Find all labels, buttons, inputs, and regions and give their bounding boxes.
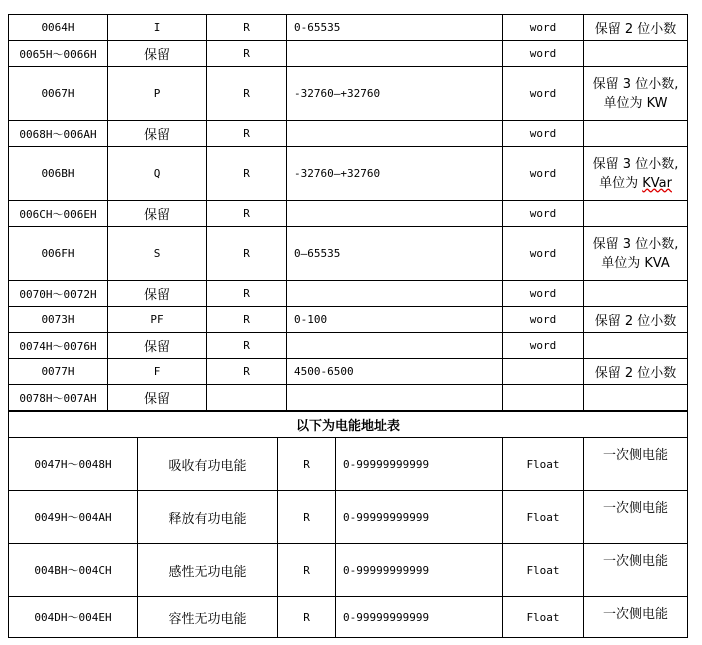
type-cell: word: [503, 147, 584, 201]
type-cell: word: [503, 41, 584, 67]
name-cell: Q: [108, 147, 207, 201]
table-row: [9, 359, 688, 385]
range-cell: -32760—+32760: [287, 67, 503, 121]
type-cell: word: [503, 281, 584, 307]
access-cell: R: [207, 41, 287, 67]
type-cell: Float: [503, 597, 584, 638]
table-row: [9, 385, 688, 411]
range-cell: [287, 281, 503, 307]
range-cell: [287, 41, 503, 67]
note-prefix: 单位为: [599, 175, 643, 191]
energy-table: [8, 411, 688, 638]
type-cell: word: [503, 15, 584, 41]
access-cell: R: [207, 67, 287, 121]
address-cell: 0067H: [9, 67, 108, 121]
name-cell: 保留: [108, 41, 207, 67]
address-cell: 0073H: [9, 307, 108, 333]
note-cell: [584, 385, 688, 411]
name-cell: 保留: [108, 385, 207, 411]
address-cell: 0078H～007AH: [9, 385, 108, 411]
type-cell: Float: [503, 544, 584, 597]
type-cell: word: [503, 201, 584, 227]
note-cell: 保留 2 位小数: [584, 307, 688, 333]
type-cell: word: [503, 67, 584, 121]
name-cell: PF: [108, 307, 207, 333]
range-cell: [287, 333, 503, 359]
note-cell: [584, 121, 688, 147]
address-cell: 0074H～0076H: [9, 333, 108, 359]
note-cell: 一次侧电能: [584, 597, 688, 638]
range-cell: 0-99999999999: [336, 438, 503, 491]
address-cell: 004DH～004EH: [9, 597, 138, 638]
address-cell: 0049H～004AH: [9, 491, 138, 544]
note-cell: [584, 227, 688, 281]
address-cell: 0047H～0048H: [9, 438, 138, 491]
address-cell: 006BH: [9, 147, 108, 201]
address-cell: 0064H: [9, 15, 108, 41]
range-cell: -32760—+32760: [287, 147, 503, 201]
range-cell: 0-99999999999: [336, 544, 503, 597]
table-row: [9, 438, 688, 491]
range-cell: 4500-6500: [287, 359, 503, 385]
type-cell: word: [503, 333, 584, 359]
type-cell: Float: [503, 438, 584, 491]
type-cell: Float: [503, 491, 584, 544]
note-cell: [584, 67, 688, 121]
note-cell: 一次侧电能: [584, 491, 688, 544]
name-cell: 感性无功电能: [138, 544, 278, 597]
address-cell: 0070H～0072H: [9, 281, 108, 307]
table-row: [9, 544, 688, 597]
range-cell: [287, 201, 503, 227]
table-row: [9, 307, 688, 333]
address-cell: 004BH～004CH: [9, 544, 138, 597]
name-cell: F: [108, 359, 207, 385]
range-cell: 0-100: [287, 307, 503, 333]
register-table: [8, 14, 688, 411]
note-cell: 一次侧电能: [584, 544, 688, 597]
note-line: [587, 174, 684, 193]
type-cell: word: [503, 121, 584, 147]
note-cell: [584, 147, 688, 201]
table-row: [9, 281, 688, 307]
range-cell: 0-65535: [287, 15, 503, 41]
note-line: 保留 3 位小数,: [592, 156, 679, 172]
table-row: [9, 597, 688, 638]
range-cell: 0-99999999999: [336, 491, 503, 544]
name-cell: I: [108, 15, 207, 41]
table-row: [9, 41, 688, 67]
range-cell: [287, 385, 503, 411]
table-row: [9, 201, 688, 227]
table-row: [9, 147, 688, 201]
address-cell: 0068H～006AH: [9, 121, 108, 147]
type-cell: word: [503, 307, 584, 333]
range-cell: 0-99999999999: [336, 597, 503, 638]
note-cell: [584, 201, 688, 227]
type-cell: [503, 385, 584, 411]
address-cell: 0077H: [9, 359, 108, 385]
access-cell: R: [207, 121, 287, 147]
access-cell: R: [278, 438, 336, 491]
access-cell: R: [207, 307, 287, 333]
note-line: 保留 3 位小数,: [592, 236, 679, 252]
note-line: 单位为 KVA: [601, 255, 670, 271]
access-cell: R: [207, 359, 287, 385]
access-cell: R: [207, 281, 287, 307]
section-header: 以下为电能地址表: [9, 412, 688, 438]
name-cell: 容性无功电能: [138, 597, 278, 638]
access-cell: [207, 385, 287, 411]
access-cell: R: [278, 597, 336, 638]
note-cell: 保留 2 位小数: [584, 15, 688, 41]
access-cell: R: [207, 227, 287, 281]
table-row: [9, 491, 688, 544]
note-cell: 一次侧电能: [584, 438, 688, 491]
access-cell: R: [278, 491, 336, 544]
type-cell: word: [503, 227, 584, 281]
table-row: [9, 15, 688, 41]
table-row: [9, 67, 688, 121]
table-row: [9, 121, 688, 147]
note-line: 单位为 KW: [603, 95, 668, 111]
access-cell: R: [207, 15, 287, 41]
name-cell: 保留: [108, 281, 207, 307]
type-cell: [503, 359, 584, 385]
access-cell: R: [207, 201, 287, 227]
unit-text: KVar: [642, 175, 672, 191]
address-cell: 006FH: [9, 227, 108, 281]
name-cell: 吸收有功电能: [138, 438, 278, 491]
note-line: 保留 3 位小数,: [592, 76, 679, 92]
note-cell: 保留 2 位小数: [584, 359, 688, 385]
access-cell: R: [278, 544, 336, 597]
address-cell: 006CH～006EH: [9, 201, 108, 227]
note-cell: [584, 281, 688, 307]
note-cell: [584, 333, 688, 359]
name-cell: 保留: [108, 201, 207, 227]
name-cell: P: [108, 67, 207, 121]
name-cell: 保留: [108, 121, 207, 147]
table-row: [9, 333, 688, 359]
note-cell: [584, 41, 688, 67]
table-row: [9, 227, 688, 281]
name-cell: 释放有功电能: [138, 491, 278, 544]
name-cell: 保留: [108, 333, 207, 359]
name-cell: S: [108, 227, 207, 281]
range-cell: [287, 121, 503, 147]
access-cell: R: [207, 147, 287, 201]
range-cell: 0—65535: [287, 227, 503, 281]
address-cell: 0065H～0066H: [9, 41, 108, 67]
access-cell: R: [207, 333, 287, 359]
section-header-row: [9, 412, 688, 438]
